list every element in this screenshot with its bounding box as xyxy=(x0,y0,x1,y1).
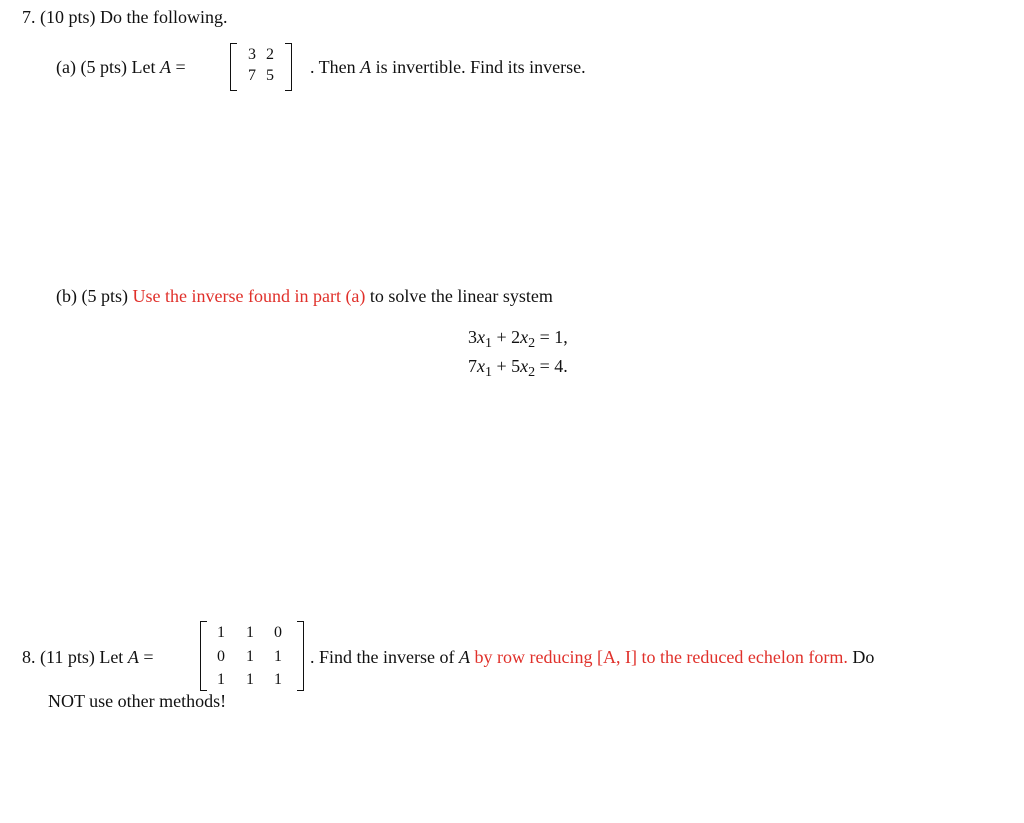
part-b-intro xyxy=(56,287,553,305)
matrix-a-symbol: A xyxy=(127,647,139,667)
right-bracket xyxy=(285,43,292,91)
equals-sign: = xyxy=(143,647,154,667)
part-a-intro xyxy=(56,58,186,76)
then-text: . Then xyxy=(310,57,356,77)
matrix-cell: 0 xyxy=(217,648,225,665)
matrix-cell: 3 xyxy=(248,46,256,63)
augmented-matrix-notation: [A, I] xyxy=(596,647,637,667)
matrix-cell: 2 xyxy=(266,46,274,63)
matrix-cell: 1 xyxy=(217,671,225,688)
matrix-a-symbol: A xyxy=(360,57,372,77)
linear-equation-2: $7x_1 + 5x_2 = 4$. xyxy=(468,356,568,380)
problem-8-question xyxy=(310,648,874,666)
right-bracket xyxy=(297,621,304,691)
part-b-rest: to solve the linear system xyxy=(369,286,553,306)
linear-equation-1: $3x_1 + 2x_2 = 1$, xyxy=(468,327,568,351)
left-bracket xyxy=(230,43,237,91)
matrix-cell: 1 xyxy=(246,624,254,641)
problem-8-prefix: 8. (11 pts) Let xyxy=(22,647,124,667)
part-a-question xyxy=(310,58,586,76)
part-a-let: Let xyxy=(131,57,156,77)
part-a-points: (5 pts) xyxy=(80,57,127,77)
matrix-2x2 xyxy=(230,43,292,91)
matrix-cell: 1 xyxy=(217,624,225,641)
part-b-label: (b) xyxy=(56,286,77,306)
do-text: Do xyxy=(852,647,875,667)
part-a-label: (a) xyxy=(56,57,76,77)
matrix-cell: 1 xyxy=(246,671,254,688)
problem-8-restriction: NOT use other methods! xyxy=(48,691,227,711)
find-inverse-text: is invertible. Find its inverse. xyxy=(375,57,586,77)
matrix-cell: 7 xyxy=(248,67,256,84)
part-b-highlight: Use the inverse found in part (a) xyxy=(132,286,366,306)
matrix-cell: 1 xyxy=(274,648,282,665)
row-reduce-instruction: by row reducing [A, I] to the reduced echelon form. xyxy=(474,647,848,667)
matrix-cell: 1 xyxy=(246,648,254,665)
problem-7-header: 7. (10 pts) Do the following. xyxy=(22,7,228,27)
matrix-cell: 0 xyxy=(274,624,282,641)
left-bracket xyxy=(200,621,207,691)
matrix-cell: 5 xyxy=(266,67,274,84)
matrix-a-symbol: A xyxy=(159,57,171,77)
matrix-a-symbol: A xyxy=(458,647,470,667)
problem-8-intro xyxy=(22,648,153,666)
equals-sign: = xyxy=(175,57,186,77)
matrix-cell: 1 xyxy=(274,671,282,688)
find-inverse-text: . Find the inverse of xyxy=(310,647,455,667)
matrix-3x3 xyxy=(200,621,304,691)
part-b-points: (5 pts) xyxy=(81,286,128,306)
